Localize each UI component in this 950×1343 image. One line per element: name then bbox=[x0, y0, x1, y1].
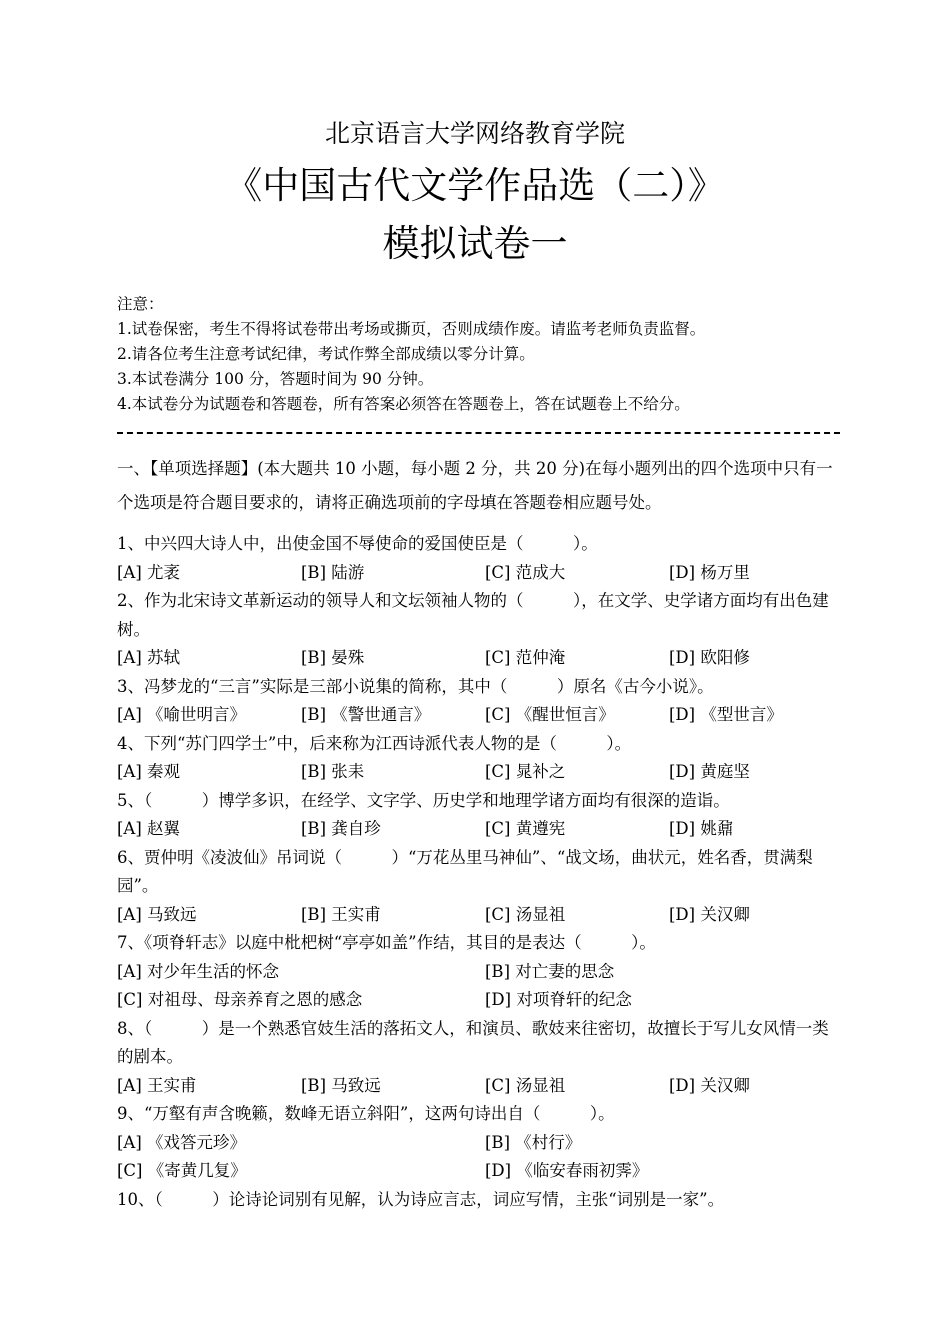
option-c: [C] 汤显祖 bbox=[485, 904, 566, 924]
section-heading: 一、【单项选择题】(本大题共 10 小题，每小题 2 分，共 20 分)在每小题列出的四个选项中只有一个选项是符合题目要求的，请将正确选项前的字母填在答题卷相应题号处。 bbox=[117, 459, 833, 512]
option-a: [A] 尤袤 bbox=[117, 562, 181, 582]
option-a: [A] 马致远 bbox=[117, 904, 197, 924]
option-c: [C] 黄遵宪 bbox=[485, 819, 566, 838]
question-stem: 8、（ ）是一个熟悉官妓生活的落拓文人，和演员、歌妓来往密切，故擅长于写儿女风情一类的剧本。 bbox=[117, 1018, 829, 1066]
question-list bbox=[117, 530, 842, 1214]
option-c: [C] 晁补之 bbox=[485, 762, 566, 781]
option-b: [B] 《警世通言》 bbox=[301, 705, 431, 724]
option-b: [B] 晏殊 bbox=[301, 648, 365, 667]
option-row bbox=[117, 1157, 842, 1186]
option-d: [D] 欧阳修 bbox=[669, 648, 750, 667]
notice-item: 2.请各位考生注意考试纪律，考试作弊全部成绩以零分计算。 bbox=[117, 345, 535, 363]
option-b: [B] 《村行》 bbox=[485, 1132, 582, 1152]
question-stem: 4、下列“苏门四学士”中，后来称为江西诗派代表人物的是（ ）。 bbox=[117, 733, 632, 753]
option-c: [C] 汤显祖 bbox=[485, 1075, 566, 1095]
question-stem: 6、贾仲明《凌波仙》吊词说（ ）“万花丛里马神仙”、“战文场，曲状元，姓名香，贯满梨园”。 bbox=[117, 847, 813, 895]
option-a: [A] 赵翼 bbox=[117, 819, 181, 838]
option-d: [D] 关汉卿 bbox=[669, 904, 750, 924]
option-row bbox=[117, 958, 842, 987]
option-c: [C] 《醒世恒言》 bbox=[485, 705, 615, 724]
option-d: [D] 黄庭坚 bbox=[669, 762, 750, 781]
option-a: [A] 秦观 bbox=[117, 762, 181, 781]
option-row bbox=[117, 758, 842, 787]
option-b: [B] 龚自珍 bbox=[301, 819, 381, 838]
course-title: 《中国古代文学作品选（二）》 bbox=[225, 164, 725, 207]
option-d: [D] 《型世言》 bbox=[669, 705, 783, 724]
option-row bbox=[117, 815, 842, 844]
option-row bbox=[117, 1072, 842, 1101]
option-b: [B] 马致远 bbox=[301, 1075, 381, 1095]
option-b: [B] 陆游 bbox=[301, 562, 365, 582]
option-row bbox=[117, 901, 842, 930]
option-b: [B] 张耒 bbox=[301, 762, 365, 781]
notice-item: 3.本试卷满分 100 分，答题时间为 90 分钟。 bbox=[117, 370, 434, 388]
question-stem: 10、（ ）论诗论词别有见解，认为诗应言志，词应写情，主张“词别是一家”。 bbox=[117, 1189, 725, 1209]
option-a: [A] 苏轼 bbox=[117, 648, 181, 667]
option-row bbox=[117, 559, 842, 588]
question-stem: 2、作为北宋诗文革新运动的领导人和文坛领袖人物的（ ），在文学、史学诸方面均有出色建树。 bbox=[117, 591, 829, 639]
option-row bbox=[117, 644, 842, 673]
question-stem: 9、“万壑有声含晚籁，数峰无语立斜阳”，这两句诗出自（ ）。 bbox=[117, 1104, 615, 1123]
notice-block bbox=[117, 292, 847, 417]
option-row bbox=[117, 986, 842, 1015]
option-row bbox=[117, 1129, 842, 1158]
option-c: [C] 范仲淹 bbox=[485, 648, 566, 667]
option-d: [D] 《临安春雨初霁》 bbox=[485, 1161, 649, 1180]
option-b: [B] 王实甫 bbox=[301, 904, 381, 924]
option-d: [D] 关汉卿 bbox=[669, 1075, 750, 1095]
question-stem: 5、（ ）博学多识，在经学、文字学、历史学和地理学诸方面均有很深的造诣。 bbox=[117, 790, 730, 810]
option-c: [C] 范成大 bbox=[485, 562, 566, 582]
option-c: [C] 对祖母、母亲养育之恩的感念 bbox=[117, 990, 363, 1009]
option-c: [C] 《寄黄几复》 bbox=[117, 1161, 247, 1180]
school-title: 北京语言大学网络教育学院 bbox=[324, 119, 625, 148]
option-b: [B] 对亡妻的思念 bbox=[485, 961, 615, 981]
option-row bbox=[117, 701, 842, 730]
notice-label: 注意： bbox=[117, 295, 164, 313]
question-stem: 3、冯梦龙的“三言”实际是三部小说集的简称，其中（ ）原名《古今小说》。 bbox=[117, 676, 714, 696]
notice-item: 1.试卷保密，考生不得将试卷带出考场或撕页，否则成绩作废。请监考老师负责监督。 bbox=[117, 320, 706, 338]
question-stem: 7、《项脊轩志》以庭中枇杷树“亭亭如盖”作结，其目的是表达（ ）。 bbox=[117, 933, 656, 952]
exam-title: 模拟试卷一 bbox=[382, 222, 568, 265]
notice-item: 4.本试卷分为试题卷和答题卷，所有答案必须答在答题卷上，答在试题卷上不给分。 bbox=[117, 395, 690, 413]
option-a: [A] 《戏答元珍》 bbox=[117, 1132, 247, 1152]
option-d: [D] 对项脊轩的纪念 bbox=[485, 990, 632, 1009]
option-a: [A] 对少年生活的怀念 bbox=[117, 961, 280, 981]
dashed-divider bbox=[117, 432, 840, 434]
option-a: [A] 王实甫 bbox=[117, 1075, 197, 1095]
option-a: [A] 《喻世明言》 bbox=[117, 705, 247, 724]
option-d: [D] 姚鼐 bbox=[669, 819, 734, 838]
question-stem: 1、中兴四大诗人中，出使金国不辱使命的爱国使臣是（ ）。 bbox=[117, 534, 598, 553]
option-d: [D] 杨万里 bbox=[669, 562, 750, 582]
